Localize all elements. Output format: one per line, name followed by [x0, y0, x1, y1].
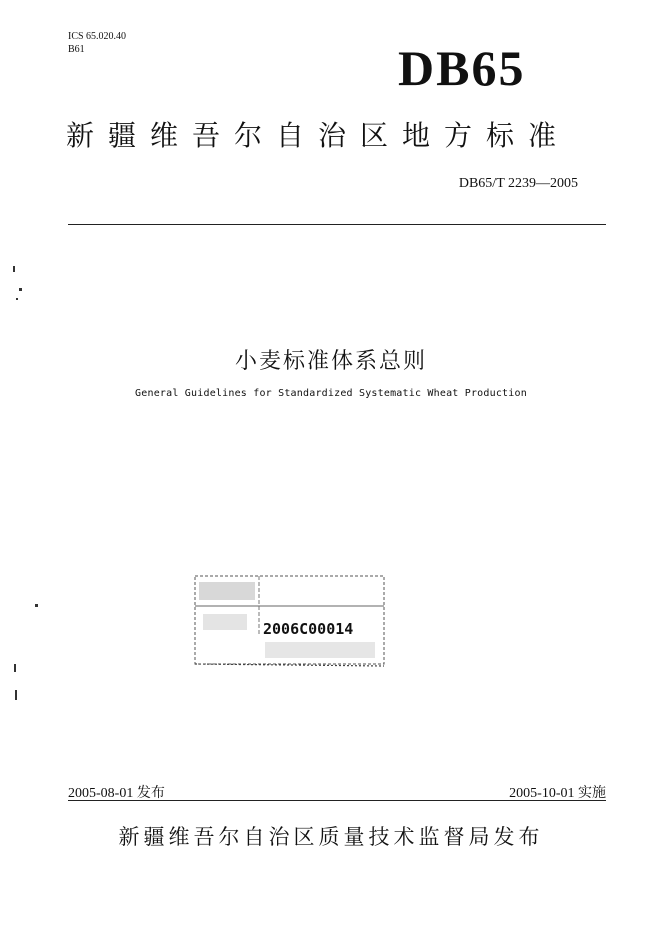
stamp-graphic [193, 574, 386, 668]
document-title: 小麦标准体系总则 [234, 349, 427, 374]
standard-logo: DB65 [398, 40, 526, 96]
issuing-authority: 新疆维吾尔自治区质量技术监督局发布 [118, 825, 544, 849]
ics-code: ICS 65.020.40 [68, 31, 127, 42]
scan-speck [16, 298, 18, 300]
scan-speck [35, 604, 38, 607]
scan-speck [19, 288, 22, 291]
scan-speck [15, 690, 17, 700]
release-date: 2005-08-01 发布 [68, 786, 165, 801]
document-english-title: General Guidelines for Standardized Systematic Wheat Production [135, 388, 527, 399]
library-stamp [193, 574, 386, 668]
standard-number: DB65/T 2239—2005 [458, 176, 578, 191]
implement-date: 2005-10-01 实施 [509, 786, 606, 801]
scan-speck [13, 266, 15, 272]
scan-speck [14, 664, 16, 672]
header-divider [68, 224, 606, 225]
ccs-code: B61 [68, 44, 85, 55]
classification-codes [68, 30, 126, 56]
stamp-number: 2006C00014 [263, 620, 354, 638]
standard-category-title: 新疆维吾尔自治区地方标准 [66, 119, 571, 152]
